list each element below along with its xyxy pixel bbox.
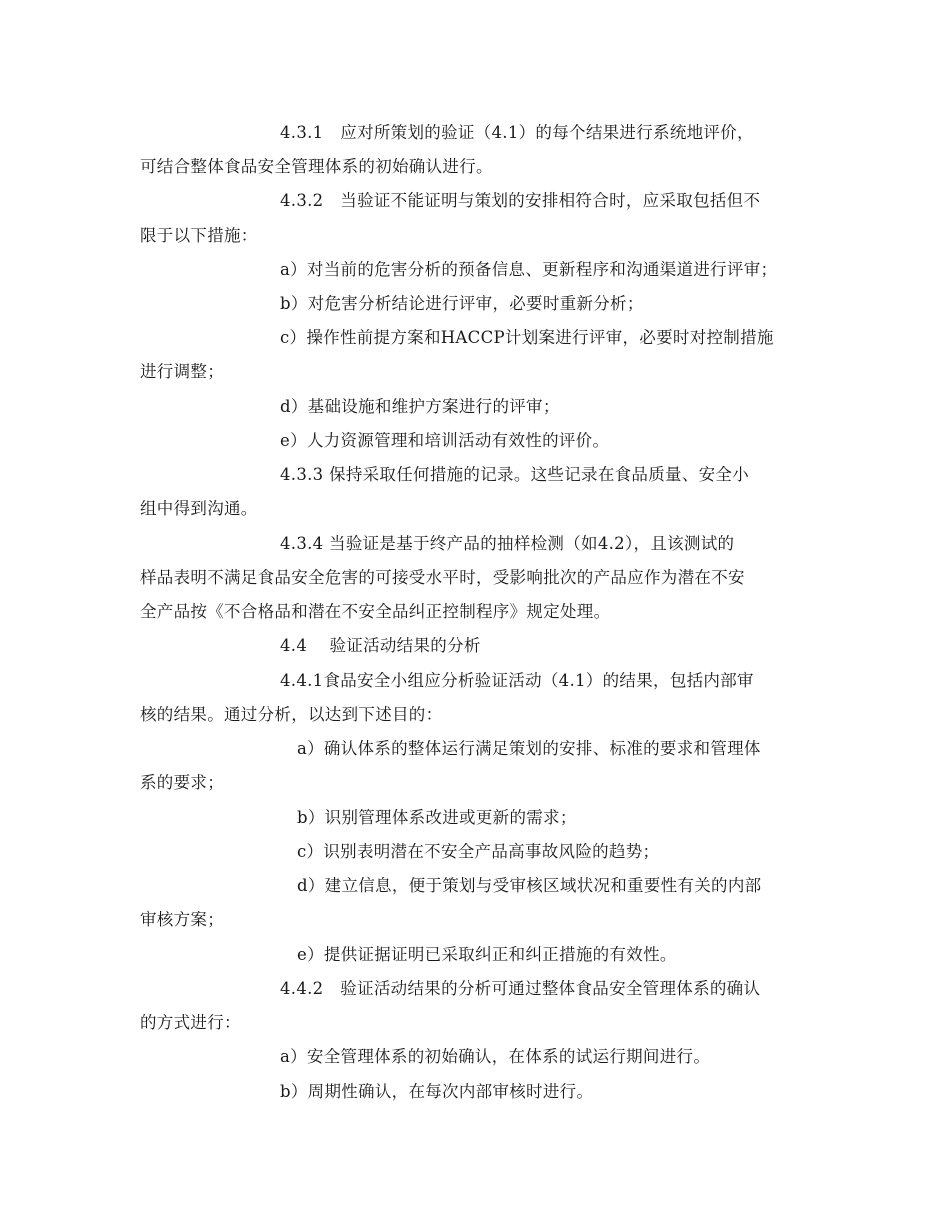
purpose-d-line-2: 审核方案； xyxy=(140,910,224,929)
method-b: b）周期性确认，在每次内部审核时进行。 xyxy=(280,1082,594,1101)
method-a: a）安全管理体系的初始确认，在体系的试运行期间进行。 xyxy=(280,1047,711,1066)
measure-d: d）基础设施和维护方案进行的评审； xyxy=(280,397,560,416)
purpose-a-line-2: 系的要求； xyxy=(140,773,224,792)
clause-4-3-3-line-2: 组中得到沟通。 xyxy=(140,499,258,518)
clause-4-3-4-line-2: 样品表明不满足食品安全危害的可接受水平时，受影响批次的产品应作为潜在不安 xyxy=(140,568,745,587)
clause-4-3-1-line-1: 4.3.1 应对所策划的验证（4.1）的每个结果进行系统地评价， xyxy=(280,123,754,142)
measure-b: b）对危害分析结论进行评审，必要时重新分析； xyxy=(280,294,644,313)
measure-e: e）人力资源管理和培训活动有效性的评价。 xyxy=(280,431,610,450)
clause-4-3-2-line-1: 4.3.2 当验证不能证明与策划的安排相符合时，应采取包括但不 xyxy=(280,191,761,210)
clause-4-4-1-line-1: 4.4.1食品安全小组应分析验证活动（4.1）的结果，包括内部审 xyxy=(280,671,754,690)
clause-4-3-4-line-1: 4.3.4 当验证是基于终产品的抽样检测（如4.2），且该测试的 xyxy=(280,534,735,553)
clause-4-3-3-line-1: 4.3.3 保持采取任何措施的记录。这些记录在食品质量、安全小 xyxy=(280,465,750,484)
purpose-b: b）识别管理体系改进或更新的需求； xyxy=(297,808,577,827)
section-4-4-heading: 4.4 验证活动结果的分析 xyxy=(280,636,481,655)
purpose-a-line-1: a）确认体系的整体运行满足策划的安排、标准的要求和管理体 xyxy=(297,739,761,758)
clause-4-3-1-line-2: 可结合整体食品安全管理体系的初始确认进行。 xyxy=(140,157,493,176)
clause-4-4-2-line-1: 4.4.2 验证活动结果的分析可通过整体食品安全管理体系的确认 xyxy=(280,979,761,998)
measure-a: a）对当前的危害分析的预备信息、更新程序和沟通渠道进行评审； xyxy=(280,260,778,279)
measure-c-line-1: c）操作性前提方案和HACCP计划案进行评审，必要时对控制措施 xyxy=(280,328,774,347)
measure-c-line-2: 进行调整； xyxy=(140,362,224,381)
clause-4-3-4-line-3: 全产品按《不合格品和潜在不安全品纠正控制程序》规定处理。 xyxy=(140,602,611,621)
purpose-d-line-1: d）建立信息，便于策划与受审核区域状况和重要性有关的内部 xyxy=(297,876,762,895)
clause-4-3-2-line-2: 限于以下措施： xyxy=(140,226,258,245)
clause-4-4-2-line-2: 的方式进行： xyxy=(140,1013,241,1032)
clause-4-4-1-line-2: 核的结果。通过分析，以达到下述目的： xyxy=(140,705,443,724)
purpose-c: c）识别表明潜在不安全产品高事故风险的趋势； xyxy=(297,842,660,861)
purpose-e: e）提供证据证明已采取纠正和纠正措施的有效性。 xyxy=(297,945,677,964)
